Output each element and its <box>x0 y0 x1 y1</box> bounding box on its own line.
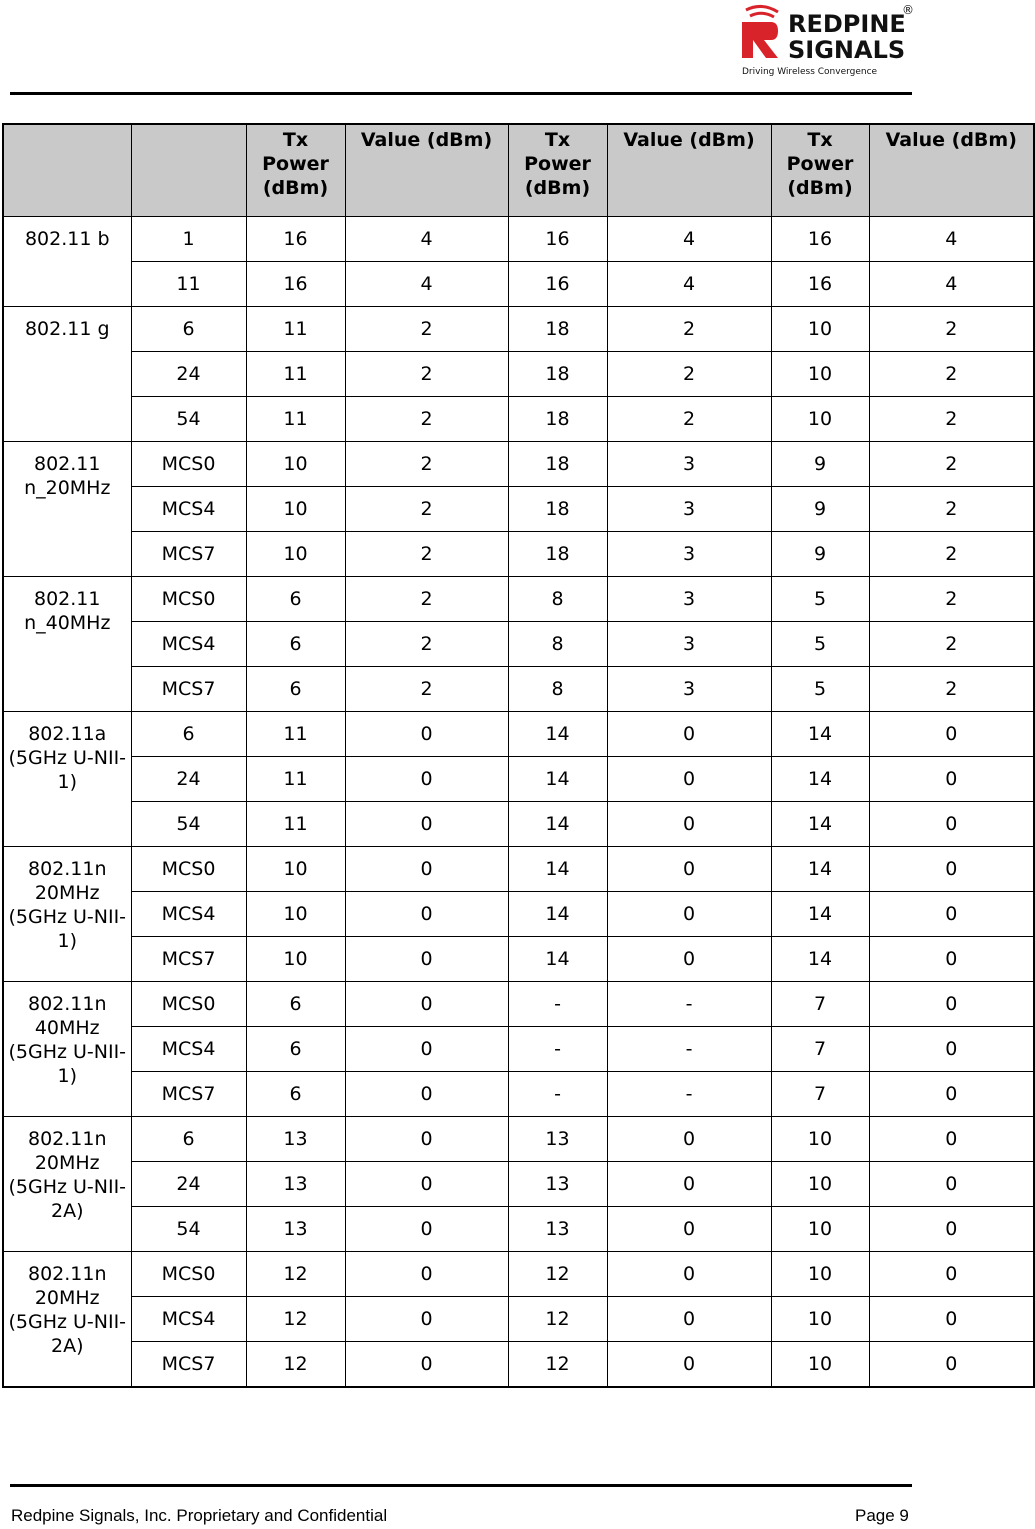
footer-confidential: Redpine Signals, Inc. Proprietary and Confidential <box>11 1506 388 1525</box>
value-cell: 0 <box>607 1117 771 1162</box>
rate-cell: MCS7 <box>131 667 246 712</box>
value-cell: 2 <box>607 397 771 442</box>
value-cell: 0 <box>345 1162 508 1207</box>
rate-cell: 6 <box>131 1117 246 1162</box>
value-cell: - <box>607 1027 771 1072</box>
value-cell: 11 <box>246 757 345 802</box>
value-cell: 2 <box>869 487 1034 532</box>
value-cell: 10 <box>771 1162 869 1207</box>
value-cell: 10 <box>246 532 345 577</box>
rate-cell: 24 <box>131 352 246 397</box>
table-row <box>3 712 1034 757</box>
value-cell: 16 <box>246 217 345 262</box>
value-cell: 0 <box>607 1252 771 1297</box>
value-cell: 0 <box>345 982 508 1027</box>
value-cell: 0 <box>345 847 508 892</box>
value-cell: 2 <box>345 487 508 532</box>
column-header: Value (dBm) <box>607 124 771 217</box>
value-cell: 4 <box>869 217 1034 262</box>
value-cell: 5 <box>771 622 869 667</box>
registered-mark: ® <box>902 3 914 17</box>
value-cell: 10 <box>771 1117 869 1162</box>
value-cell: 2 <box>345 532 508 577</box>
value-cell: 11 <box>246 352 345 397</box>
value-cell: 4 <box>345 217 508 262</box>
value-cell: 5 <box>771 577 869 622</box>
logo-word-2: SIGNALS <box>788 36 906 64</box>
page-number: Page 9 <box>855 1506 909 1525</box>
table-body <box>3 217 1034 1388</box>
value-cell: 5 <box>771 667 869 712</box>
rate-cell: MCS0 <box>131 577 246 622</box>
value-cell: 0 <box>345 1297 508 1342</box>
table-header-row <box>3 124 1034 217</box>
rate-cell: 11 <box>131 262 246 307</box>
value-cell: 10 <box>246 847 345 892</box>
value-cell: 3 <box>607 622 771 667</box>
value-cell: 0 <box>607 892 771 937</box>
value-cell: - <box>508 1072 607 1117</box>
value-cell: 14 <box>771 847 869 892</box>
value-cell: 0 <box>869 1252 1034 1297</box>
rate-cell: MCS4 <box>131 1027 246 1072</box>
rate-cell: MCS4 <box>131 892 246 937</box>
value-cell: 3 <box>607 442 771 487</box>
value-cell: 10 <box>771 397 869 442</box>
value-cell: 10 <box>246 442 345 487</box>
table-row <box>3 982 1034 1027</box>
column-header: Tx Power (dBm) <box>508 124 607 217</box>
logo-mark-icon <box>742 6 778 58</box>
table-row <box>3 1027 1034 1072</box>
value-cell: 3 <box>607 667 771 712</box>
value-cell: 0 <box>607 1342 771 1388</box>
value-cell: 2 <box>345 397 508 442</box>
table-row <box>3 802 1034 847</box>
tx-power-table <box>2 123 1035 1388</box>
value-cell: 0 <box>869 1342 1034 1388</box>
table-row <box>3 1207 1034 1252</box>
table-row <box>3 892 1034 937</box>
rate-cell: MCS0 <box>131 982 246 1027</box>
column-header: Value (dBm) <box>345 124 508 217</box>
value-cell: 13 <box>246 1162 345 1207</box>
value-cell: 14 <box>508 892 607 937</box>
value-cell: 8 <box>508 667 607 712</box>
value-cell: 4 <box>607 217 771 262</box>
value-cell: 0 <box>869 757 1034 802</box>
value-cell: 0 <box>869 1072 1034 1117</box>
value-cell: 0 <box>607 847 771 892</box>
value-cell: 6 <box>246 982 345 1027</box>
value-cell: 12 <box>246 1342 345 1388</box>
table-row <box>3 622 1034 667</box>
value-cell: 6 <box>246 1027 345 1072</box>
value-cell: 0 <box>869 982 1034 1027</box>
value-cell: 0 <box>607 1207 771 1252</box>
table-row <box>3 487 1034 532</box>
rate-cell: MCS7 <box>131 1072 246 1117</box>
value-cell: 14 <box>771 712 869 757</box>
value-cell: 14 <box>508 757 607 802</box>
value-cell: 2 <box>607 352 771 397</box>
redpine-signals-logo <box>740 2 915 80</box>
value-cell: 18 <box>508 352 607 397</box>
rate-cell: MCS0 <box>131 847 246 892</box>
value-cell: 2 <box>869 397 1034 442</box>
value-cell: 0 <box>869 802 1034 847</box>
value-cell: 0 <box>345 1117 508 1162</box>
value-cell: 10 <box>771 1342 869 1388</box>
table-row <box>3 352 1034 397</box>
value-cell: 16 <box>771 217 869 262</box>
value-cell: 18 <box>508 442 607 487</box>
value-cell: 0 <box>607 757 771 802</box>
value-cell: 10 <box>246 892 345 937</box>
value-cell: 10 <box>771 352 869 397</box>
value-cell: 18 <box>508 307 607 352</box>
value-cell: 2 <box>869 577 1034 622</box>
value-cell: 3 <box>607 577 771 622</box>
value-cell: 0 <box>869 1117 1034 1162</box>
value-cell: 2 <box>345 307 508 352</box>
value-cell: 14 <box>508 802 607 847</box>
value-cell: 10 <box>246 487 345 532</box>
value-cell: 13 <box>508 1207 607 1252</box>
rate-cell: 24 <box>131 1162 246 1207</box>
value-cell: 2 <box>869 532 1034 577</box>
value-cell: 0 <box>345 1027 508 1072</box>
standard-label: 802.11n 40MHz (5GHz U-NII-1) <box>3 982 131 1117</box>
value-cell: 4 <box>869 262 1034 307</box>
standard-label: 802.11 b <box>3 217 131 307</box>
value-cell: 3 <box>607 487 771 532</box>
value-cell: 0 <box>607 1297 771 1342</box>
rate-cell: 24 <box>131 757 246 802</box>
value-cell: 14 <box>771 757 869 802</box>
rate-cell: MCS4 <box>131 487 246 532</box>
value-cell: 0 <box>607 802 771 847</box>
value-cell: 7 <box>771 982 869 1027</box>
standard-label: 802.11a (5GHz U-NII-1) <box>3 712 131 847</box>
value-cell: 9 <box>771 487 869 532</box>
value-cell: 11 <box>246 397 345 442</box>
value-cell: 0 <box>869 1162 1034 1207</box>
table-row <box>3 757 1034 802</box>
value-cell: 0 <box>607 1162 771 1207</box>
value-cell: 0 <box>869 1027 1034 1072</box>
value-cell: 0 <box>869 892 1034 937</box>
value-cell: 10 <box>771 1297 869 1342</box>
value-cell: 2 <box>869 667 1034 712</box>
value-cell: 0 <box>345 712 508 757</box>
value-cell: 0 <box>869 712 1034 757</box>
value-cell: 9 <box>771 532 869 577</box>
value-cell: 0 <box>607 712 771 757</box>
value-cell: 10 <box>246 937 345 982</box>
value-cell: 13 <box>508 1117 607 1162</box>
rate-cell: 54 <box>131 397 246 442</box>
value-cell: 2 <box>869 307 1034 352</box>
value-cell: 8 <box>508 622 607 667</box>
table-row <box>3 532 1034 577</box>
table-row <box>3 217 1034 262</box>
value-cell: 0 <box>345 937 508 982</box>
value-cell: - <box>607 1072 771 1117</box>
rate-cell: MCS7 <box>131 937 246 982</box>
column-header: Tx Power (dBm) <box>246 124 345 217</box>
value-cell: 16 <box>771 262 869 307</box>
value-cell: 0 <box>869 1207 1034 1252</box>
value-cell: 11 <box>246 307 345 352</box>
value-cell: 14 <box>771 937 869 982</box>
value-cell: 3 <box>607 532 771 577</box>
value-cell: 13 <box>508 1162 607 1207</box>
column-header <box>131 124 246 217</box>
footer-divider <box>10 1484 912 1487</box>
table-row <box>3 262 1034 307</box>
table-row <box>3 1252 1034 1297</box>
value-cell: 0 <box>345 1342 508 1388</box>
value-cell: 0 <box>345 1207 508 1252</box>
value-cell: 9 <box>771 442 869 487</box>
value-cell: 18 <box>508 532 607 577</box>
value-cell: - <box>607 982 771 1027</box>
table-row <box>3 1162 1034 1207</box>
value-cell: 2 <box>869 622 1034 667</box>
value-cell: 14 <box>771 892 869 937</box>
rate-cell: 54 <box>131 1207 246 1252</box>
value-cell: 14 <box>508 937 607 982</box>
column-header: Value (dBm) <box>869 124 1034 217</box>
value-cell: 8 <box>508 577 607 622</box>
rate-cell: MCS4 <box>131 622 246 667</box>
value-cell: 0 <box>869 847 1034 892</box>
value-cell: 0 <box>345 1252 508 1297</box>
logo-word-1: REDPINE <box>788 10 906 38</box>
standard-label: 802.11 n_20MHz <box>3 442 131 577</box>
table-row <box>3 847 1034 892</box>
value-cell: 12 <box>508 1252 607 1297</box>
value-cell: 0 <box>345 1072 508 1117</box>
rate-cell: MCS0 <box>131 1252 246 1297</box>
value-cell: 0 <box>869 1297 1034 1342</box>
table-row <box>3 307 1034 352</box>
value-cell: 2 <box>869 352 1034 397</box>
rate-cell: MCS4 <box>131 1297 246 1342</box>
value-cell: 16 <box>508 217 607 262</box>
value-cell: 12 <box>246 1252 345 1297</box>
value-cell: - <box>508 982 607 1027</box>
standard-label: 802.11 g <box>3 307 131 442</box>
table-row <box>3 1117 1034 1162</box>
table-row <box>3 1072 1034 1117</box>
standard-label: 802.11 n_40MHz <box>3 577 131 712</box>
value-cell: 2 <box>345 622 508 667</box>
value-cell: 2 <box>345 667 508 712</box>
value-cell: 2 <box>345 577 508 622</box>
value-cell: 11 <box>246 712 345 757</box>
value-cell: 12 <box>246 1297 345 1342</box>
value-cell: 2 <box>607 307 771 352</box>
table-row <box>3 442 1034 487</box>
value-cell: 2 <box>345 442 508 487</box>
value-cell: 0 <box>345 802 508 847</box>
value-cell: 14 <box>508 712 607 757</box>
table-row <box>3 667 1034 712</box>
logo-tagline: Driving Wireless Convergence <box>742 67 878 77</box>
value-cell: 0 <box>345 757 508 802</box>
column-header: Tx Power (dBm) <box>771 124 869 217</box>
rate-cell: 1 <box>131 217 246 262</box>
value-cell: 14 <box>508 847 607 892</box>
value-cell: 10 <box>771 307 869 352</box>
table-row <box>3 1342 1034 1388</box>
value-cell: 14 <box>771 802 869 847</box>
value-cell: 6 <box>246 577 345 622</box>
standard-label: 802.11n 20MHz (5GHz U-NII-2A) <box>3 1252 131 1388</box>
rate-cell: MCS7 <box>131 532 246 577</box>
value-cell: 2 <box>869 442 1034 487</box>
value-cell: 0 <box>607 937 771 982</box>
value-cell: 4 <box>345 262 508 307</box>
rate-cell: MCS0 <box>131 442 246 487</box>
value-cell: 2 <box>345 352 508 397</box>
value-cell: 10 <box>771 1207 869 1252</box>
value-cell: 12 <box>508 1297 607 1342</box>
value-cell: 0 <box>345 892 508 937</box>
table-row <box>3 1297 1034 1342</box>
value-cell: 13 <box>246 1117 345 1162</box>
value-cell: 11 <box>246 802 345 847</box>
value-cell: 12 <box>508 1342 607 1388</box>
value-cell: 16 <box>508 262 607 307</box>
column-header <box>3 124 131 217</box>
standard-label: 802.11n 20MHz (5GHz U-NII-1) <box>3 847 131 982</box>
standard-label: 802.11n 20MHz (5GHz U-NII-2A) <box>3 1117 131 1252</box>
value-cell: 18 <box>508 397 607 442</box>
value-cell: 10 <box>771 1252 869 1297</box>
table-row <box>3 937 1034 982</box>
value-cell: 16 <box>246 262 345 307</box>
rate-cell: 54 <box>131 802 246 847</box>
value-cell: 6 <box>246 622 345 667</box>
value-cell: 7 <box>771 1027 869 1072</box>
value-cell: 13 <box>246 1207 345 1252</box>
value-cell: - <box>508 1027 607 1072</box>
value-cell: 7 <box>771 1072 869 1117</box>
rate-cell: MCS7 <box>131 1342 246 1388</box>
rate-cell: 6 <box>131 712 246 757</box>
table-row <box>3 397 1034 442</box>
header-divider <box>10 92 912 95</box>
table-row <box>3 577 1034 622</box>
value-cell: 6 <box>246 1072 345 1117</box>
rate-cell: 6 <box>131 307 246 352</box>
value-cell: 4 <box>607 262 771 307</box>
value-cell: 0 <box>869 937 1034 982</box>
value-cell: 6 <box>246 667 345 712</box>
value-cell: 18 <box>508 487 607 532</box>
